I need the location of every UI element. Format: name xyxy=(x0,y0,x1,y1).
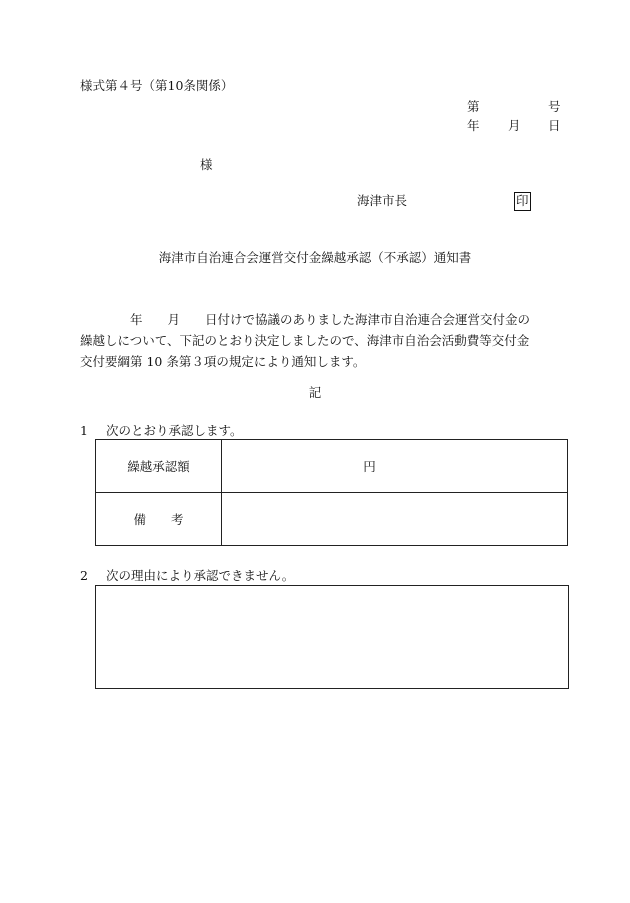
document-title: 海津市自治連合会運営交付金繰越承認（不承認）通知書 xyxy=(158,250,472,265)
table-row xyxy=(96,493,568,546)
yen-unit: 円 xyxy=(363,459,376,474)
section-2-text: 次の理由により承認できません。 xyxy=(106,568,295,583)
remarks-label: 備 考 xyxy=(96,493,222,546)
section-1-heading xyxy=(80,425,243,438)
date-day-label: 日 xyxy=(548,118,561,133)
form-number: 様式第４号（第10条関係） xyxy=(80,78,234,93)
document-number-suffix: 号 xyxy=(548,99,561,114)
notice-body-line-3: 交付要綱第 10 条第３項の規定により通知します。 xyxy=(80,354,366,369)
notice-body xyxy=(80,309,560,372)
section-1-number: 1 xyxy=(80,423,88,438)
section-2-heading xyxy=(80,570,294,583)
carryover-amount-cell[interactable] xyxy=(222,440,568,493)
document-number-label: 第 xyxy=(467,99,480,114)
notice-body-line-2: 繰越しについて、下記のとおり決定しましたので、海津市自治会活動費等交付金 xyxy=(80,333,530,348)
seal-stamp: 印 xyxy=(514,192,531,211)
section-2-number: 2 xyxy=(80,568,88,583)
date-month-label: 月 xyxy=(508,118,521,133)
carryover-amount-label: 繰越承認額 xyxy=(96,440,222,493)
approval-table xyxy=(95,439,568,546)
rejection-reason-box[interactable] xyxy=(95,585,569,689)
section-1-text: 次のとおり承認します。 xyxy=(106,423,243,438)
date-year-label: 年 xyxy=(467,118,480,133)
addressee-honorific: 様 xyxy=(200,157,213,172)
ki-heading: 記 xyxy=(308,385,322,400)
table-row xyxy=(96,440,568,493)
notice-body-line-1: 年 月 日付けで協議のありました海津市自治連合会運営交付金の xyxy=(80,312,531,327)
remarks-cell[interactable] xyxy=(222,493,568,546)
issuer-name: 海津市長 xyxy=(357,193,408,208)
